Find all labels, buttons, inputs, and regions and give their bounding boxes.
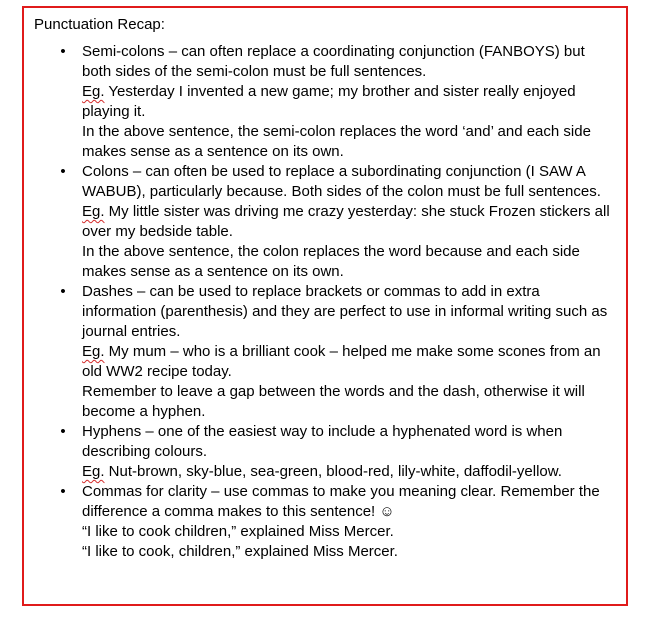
document-frame bbox=[22, 6, 628, 606]
example-prefix: Eg. bbox=[82, 343, 105, 360]
bullet-icon: • bbox=[60, 483, 66, 500]
item-example bbox=[82, 462, 616, 482]
item-text: Colons – can often be used to replace a subordinating conjunction (I SAW A WABUB), particularly because. Both sides of the colon must be full sentences. bbox=[82, 163, 601, 200]
item-example bbox=[82, 202, 616, 242]
example-prefix: Eg. bbox=[82, 83, 105, 100]
list-item-colons bbox=[24, 162, 624, 282]
example-text: Yesterday I invented a new game; my brother and sister really enjoyed playing it. bbox=[82, 83, 576, 120]
list-item-semicolons bbox=[24, 42, 624, 162]
item-text: Semi-colons – can often replace a coordinating conjunction (FANBOYS) but both sides of the semi-colon must be full sentences. bbox=[82, 43, 585, 80]
document-title: Punctuation Recap: bbox=[34, 16, 165, 33]
list-item-hyphens bbox=[24, 422, 624, 482]
example-line: “I like to cook children,” explained Miss Mercer. bbox=[82, 523, 394, 540]
example-prefix: Eg. bbox=[82, 203, 105, 220]
item-example bbox=[82, 342, 616, 382]
bullet-icon: • bbox=[60, 43, 66, 60]
item-text: Hyphens – one of the easiest way to include a hyphenated word is when describing colours. bbox=[82, 423, 563, 460]
example-text: My little sister was driving me crazy yesterday: she stuck Frozen stickers all over my bedside table. bbox=[82, 203, 610, 240]
example-text: Nut-brown, sky-blue, sea-green, blood-red, lily-white, daffodil-yellow. bbox=[104, 463, 562, 480]
bullet-icon: • bbox=[60, 163, 66, 180]
bullet-icon: • bbox=[60, 423, 66, 440]
example-prefix: Eg. bbox=[82, 463, 105, 480]
item-text: Dashes – can be used to replace brackets or commas to add in extra information (parenthesis) and they are perfect to use in informal writing such as journal entries. bbox=[82, 283, 608, 340]
example-text: My mum – who is a brilliant cook – helped me make some scones from an old WW2 recipe today. bbox=[82, 343, 601, 380]
list-item-dashes bbox=[24, 282, 624, 422]
bullet-icon: • bbox=[60, 283, 66, 300]
item-note: In the above sentence, the colon replaces the word because and each side makes sense as a sentence on its own. bbox=[82, 243, 580, 280]
item-note: Remember to leave a gap between the words and the dash, otherwise it will become a hyphen. bbox=[82, 383, 585, 420]
item-text: Commas for clarity – use commas to make you meaning clear. Remember the difference a comma makes to this sentence! ☺ bbox=[82, 483, 600, 520]
example-line: “I like to cook, children,” explained Miss Mercer. bbox=[82, 543, 398, 560]
list-item-commas bbox=[24, 482, 624, 562]
item-note: In the above sentence, the semi-colon replaces the word ‘and’ and each side makes sense as a sentence on its own. bbox=[82, 123, 591, 160]
bullet-list bbox=[24, 42, 624, 562]
item-example bbox=[82, 82, 616, 122]
